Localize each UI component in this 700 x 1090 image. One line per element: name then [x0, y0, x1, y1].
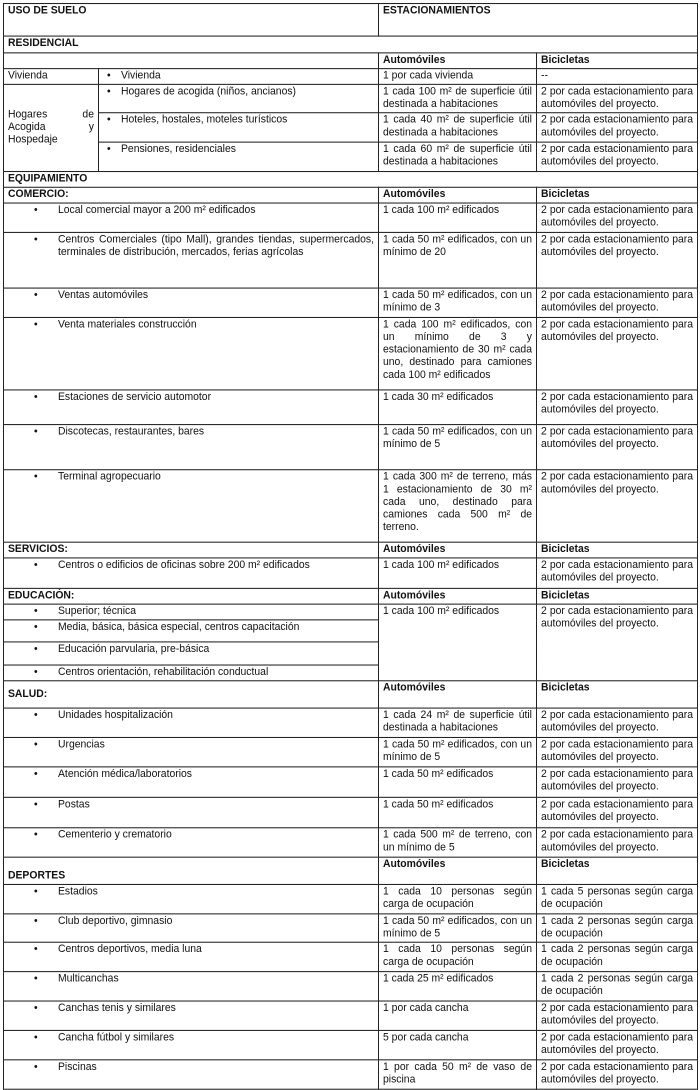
table-row [4, 708, 698, 737]
bici-value: 2 por cada estacionamiento para automóviles del proyecto. [537, 232, 698, 288]
bici-value: 2 por cada estacionamiento para automóviles del proyecto. [537, 1030, 698, 1059]
section-row [4, 172, 698, 188]
auto-value: 1 cada 50 m² edificados, con un mínimo de 5 [379, 737, 537, 766]
col-automoviles: Automóviles [379, 542, 537, 558]
auto-value: 1 cada 50 m² edificados, con un mínimo de 5 [379, 914, 537, 942]
table-row [4, 1001, 698, 1030]
use-item: • Centros Comerciales (tipo Mall), grandes tiendas, supermercados, terminales de distribución, mercados, ferias agrícolas [4, 232, 379, 288]
use-item: • Discotecas, restaurantes, bares [4, 425, 379, 470]
table-row [4, 558, 698, 588]
col-bicicletas: Bicicletas [537, 588, 698, 604]
section-equipamiento: EQUIPAMIENTO [4, 172, 698, 188]
auto-value: 1 cada 100 m² edificados [379, 203, 537, 232]
bici-value: 2 por cada estacionamiento para automóviles del proyecto. [537, 113, 698, 142]
auto-value: 1 cada 40 m² de superficie útil destinada a habitaciones [379, 113, 537, 142]
auto-value: 1 cada 10 personas según carga de ocupación [379, 884, 537, 913]
bici-value: 2 por cada estacionamiento para automóviles del proyecto. [537, 317, 698, 389]
table-row [4, 84, 698, 112]
use-item: • Local comercial mayor a 200 m² edificados [4, 203, 379, 232]
table-row [4, 390, 698, 425]
use-item: • Venta materiales construcción [4, 317, 379, 389]
table-row [4, 914, 698, 942]
table-row [4, 767, 698, 797]
use-item: • Club deportivo, gimnasio [4, 914, 379, 942]
table-row [4, 1060, 698, 1089]
bici-value: 2 por cada estacionamiento para automóviles del proyecto. [537, 797, 698, 827]
auto-value: 1 cada 50 m² edificados, con un mínimo de 20 [379, 232, 537, 288]
table-row [4, 69, 698, 85]
use-item: • Multicanchas [4, 972, 379, 1001]
bici-value: 2 por cada estacionamiento para automóviles del proyecto. [537, 142, 698, 171]
use-item: • Pensiones, residenciales [99, 142, 379, 171]
bici-value: 2 por cada estacionamiento para automóviles del proyecto. [537, 737, 698, 766]
section-comercio: COMERCIO: [4, 187, 379, 203]
bici-value: 2 por cada estacionamiento para automóviles del proyecto. [537, 1060, 698, 1089]
use-item: • Centros orientación, rehabilitación conductual [4, 665, 379, 681]
auto-value: 1 cada 50 m² edificados [379, 767, 537, 797]
table-row [4, 232, 698, 288]
table-row [4, 470, 698, 542]
section-servicios: SERVICIOS: [4, 542, 379, 558]
use-item: • Atención médica/laboratorios [4, 767, 379, 797]
bici-value: 2 por cada estacionamiento para automóviles del proyecto. [537, 288, 698, 317]
auto-value: 1 cada 100 m² edificados [379, 604, 537, 681]
bici-value: 1 cada 5 personas según carga de ocupación [537, 884, 698, 913]
section-row [4, 681, 698, 708]
bici-value: 2 por cada estacionamiento para automóviles del proyecto. [537, 470, 698, 542]
table-row [4, 203, 698, 232]
document-page [3, 3, 698, 1086]
bici-value: 2 por cada estacionamiento para automóviles del proyecto. [537, 828, 698, 857]
bici-value: 2 por cada estacionamiento para automóviles del proyecto. [537, 390, 698, 425]
use-item: • Estadios [4, 884, 379, 913]
use-item: • Postas [4, 797, 379, 827]
section-row [4, 36, 698, 53]
use-item: • Hoteles, hostales, moteles turísticos [99, 113, 379, 142]
auto-value: 1 cada 25 m² edificados [379, 972, 537, 1001]
col-automoviles: Automóviles [379, 53, 537, 69]
use-item: • Media, básica, básica especial, centros capacitación [4, 620, 379, 642]
auto-value: 1 cada 500 m² de terreno, con un mínimo de 5 [379, 828, 537, 857]
section-salud: SALUD: [4, 681, 379, 708]
table-row [4, 737, 698, 766]
section-row [4, 542, 698, 558]
auto-value: 1 cada 50 m² edificados [379, 797, 537, 827]
col-automoviles: Automóviles [379, 187, 537, 203]
col-automoviles: Automóviles [379, 588, 537, 604]
auto-value: 1 cada 60 m² de superficie útil destinada a habitaciones [379, 142, 537, 171]
table-row [4, 972, 698, 1001]
bici-value: 2 por cada estacionamiento para automóviles del proyecto. [537, 203, 698, 232]
table-row [4, 317, 698, 389]
section-residencial: RESIDENCIAL [4, 36, 698, 53]
auto-value: 1 cada 300 m² de terreno, más 1 estacionamiento de 30 m² cada uno, destinado para camiones cada 500 m² de terreno. [379, 470, 537, 542]
table-row [4, 425, 698, 470]
auto-value: 1 cada 24 m² de superficie útil destinada a habitaciones [379, 708, 537, 737]
section-educacion: EDUCACIÓN: [4, 588, 379, 604]
bici-value: 2 por cada estacionamiento para automóviles del proyecto. [537, 558, 698, 588]
bici-value: 1 cada 2 personas según carga de ocupación [537, 942, 698, 971]
table-row [4, 797, 698, 827]
table-row [4, 113, 698, 142]
table-row [4, 288, 698, 317]
table-row [4, 142, 698, 171]
auto-value: 1 cada 50 m² edificados, con un mínimo de 3 [379, 288, 537, 317]
section-row [4, 857, 698, 884]
auto-value: 1 cada 30 m² edificados [379, 390, 537, 425]
col-bicicletas: Bicicletas [537, 857, 698, 884]
use-item: • Cancha fútbol y similares [4, 1030, 379, 1059]
group-hogares: Hogares de Acogida y Hospedaje [4, 84, 99, 171]
auto-value: 1 por cada cancha [379, 1001, 537, 1030]
section-row [4, 187, 698, 203]
bici-value: 2 por cada estacionamiento para automóviles del proyecto. [537, 767, 698, 797]
auto-value: 1 cada 100 m² edificados [379, 558, 537, 588]
use-item: • Terminal agropecuario [4, 470, 379, 542]
table-row [4, 884, 698, 913]
group-vivienda: Vivienda [4, 69, 99, 85]
bici-value: 2 por cada estacionamiento para automóviles del proyecto. [537, 708, 698, 737]
bici-value: 1 cada 2 personas según carga de ocupación [537, 914, 698, 942]
use-item: • Estaciones de servicio automotor [4, 390, 379, 425]
section-row [4, 588, 698, 604]
bici-value: 2 por cada estacionamiento para automóviles del proyecto. [537, 84, 698, 112]
auto-value: 1 por cada 50 m² de vaso de piscina [379, 1060, 537, 1089]
use-item: • Piscinas [4, 1060, 379, 1089]
use-item: • Centros deportivos, media luna [4, 942, 379, 971]
auto-value: 5 por cada cancha [379, 1030, 537, 1059]
col-automoviles: Automóviles [379, 857, 537, 884]
table-row [4, 604, 698, 620]
col-automoviles: Automóviles [379, 681, 537, 708]
table-row [4, 942, 698, 971]
bici-value: 1 cada 2 personas según carga de ocupación [537, 972, 698, 1001]
bici-value: 2 por cada estacionamiento para automóviles del proyecto. [537, 1001, 698, 1030]
auto-value: 1 por cada vivienda [379, 69, 537, 85]
use-item: • Canchas tenis y similares [4, 1001, 379, 1030]
header-uso-de-suelo: USO DE SUELO [4, 4, 379, 37]
bici-value: 2 por cada estacionamiento para automóviles del proyecto. [537, 425, 698, 470]
empty-cell [4, 53, 379, 69]
use-item: • Superior; técnica [4, 604, 379, 620]
section-deportes: DEPORTES [4, 857, 379, 884]
use-item: • Vivienda [99, 69, 379, 85]
col-bicicletas: Bicicletas [537, 542, 698, 558]
use-item: • Unidades hospitalización [4, 708, 379, 737]
parking-requirements-table [3, 3, 698, 1090]
auto-value: 1 cada 100 m² de superficie útil destinada a habitaciones [379, 84, 537, 112]
auto-value: 1 cada 100 m² edificados, con un mínimo de 3 y estacionamiento de 30 m² cada uno, destinado para camiones cada 100 m² edificados [379, 317, 537, 389]
table-row [4, 1030, 698, 1059]
bici-value: -- [537, 69, 698, 85]
col-bicicletas: Bicicletas [537, 681, 698, 708]
table-row [4, 828, 698, 857]
col-bicicletas: Bicicletas [537, 187, 698, 203]
use-item: • Hogares de acogida (niños, ancianos) [99, 84, 379, 112]
header-estacionamientos: ESTACIONAMIENTOS [379, 4, 698, 37]
col-bicicletas: Bicicletas [537, 53, 698, 69]
bici-value: 2 por cada estacionamiento para automóviles del proyecto. [537, 604, 698, 681]
column-header-row [4, 53, 698, 69]
auto-value: 1 cada 10 personas según carga de ocupación [379, 942, 537, 971]
table-header-row [4, 4, 698, 37]
use-item: • Educación parvularia, pre-básica [4, 642, 379, 665]
use-item: • Urgencias [4, 737, 379, 766]
auto-value: 1 cada 50 m² edificados, con un mínimo de 5 [379, 425, 537, 470]
use-item: • Centros o edificios de oficinas sobre 200 m² edificados [4, 558, 379, 588]
use-item: • Ventas automóviles [4, 288, 379, 317]
use-item: • Cementerio y crematorio [4, 828, 379, 857]
